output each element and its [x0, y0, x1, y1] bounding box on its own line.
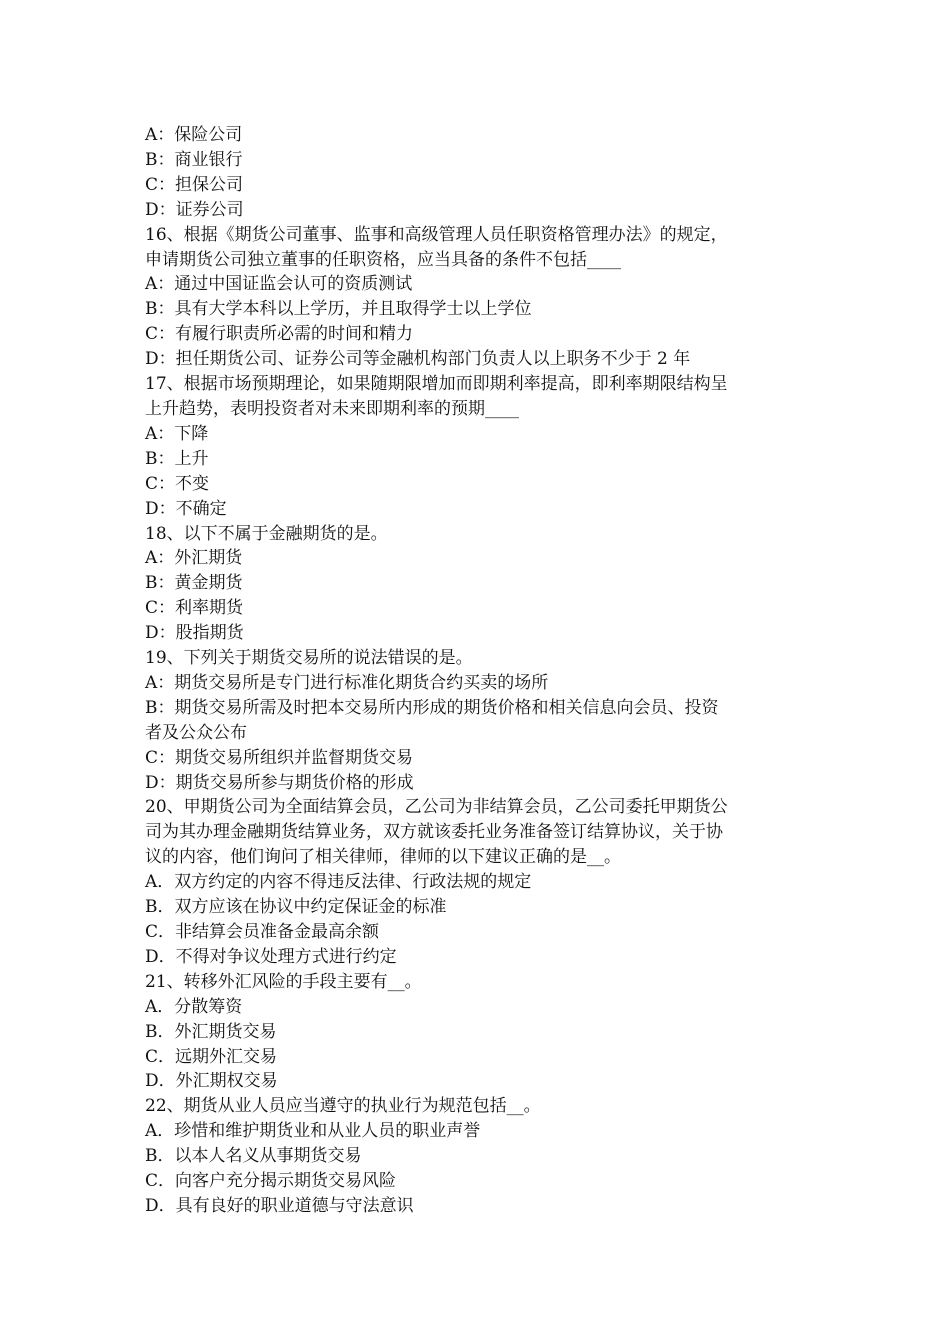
q22-option-d: D．具有良好的职业道德与守法意识	[145, 1195, 414, 1216]
q19-option-b-line2: 者及公众公布	[145, 722, 247, 743]
q18-stem: 18、以下不属于金融期货的是。	[145, 523, 388, 544]
q18-option-c: C：利率期货	[145, 598, 244, 619]
q21-stem: 21、转移外汇风险的手段主要有__。	[145, 971, 422, 992]
q19-option-c: C：期货交易所组织并监督期货交易	[145, 747, 414, 768]
q18-option-a: A：外汇期货	[145, 548, 243, 569]
q20-option-d: D．不得对争议处理方式进行约定	[145, 946, 397, 967]
q20-stem-line2: 司为其办理金融期货结算业务，双方就该委托业务准备签订结算协议，关于协	[145, 822, 723, 843]
q16-option-d: D：担任期货公司、证券公司等金融机构部门负责人以上职务不少于 2 年	[145, 349, 691, 370]
q19-stem: 19、下列关于期货交易所的说法错误的是。	[145, 648, 473, 669]
q20-stem-line3: 议的内容，他们询问了相关律师，律师的以下建议正确的是__。	[145, 847, 621, 868]
q21-option-d: D．外汇期权交易	[145, 1071, 278, 1092]
q17-stem-line2: 上升趋势，表明投资者对未来即期利率的预期____	[145, 398, 519, 419]
q17-stem-line1: 17、根据市场预期理论，如果随期限增加而即期利率提高，即利率期限结构呈	[145, 374, 728, 395]
q15-option-a: A：保险公司	[145, 125, 243, 145]
q16-option-c: C：有履行职责所必需的时间和精力	[145, 324, 414, 345]
q16-option-b: B：具有大学本科以上学历，并且取得学士以上学位	[145, 299, 532, 320]
q15-option-c: C：担保公司	[145, 174, 244, 195]
q17-option-d: D：不确定	[145, 498, 227, 519]
q18-option-b: B：黄金期货	[145, 573, 243, 594]
q20-option-c: C．非结算会员准备金最高余额	[145, 922, 380, 942]
q19-option-d: D：期货交易所参与期货价格的形成	[145, 772, 414, 793]
q20-stem-line1: 20、甲期货公司为全面结算会员，乙公司为非结算会员，乙公司委托甲期货公	[145, 797, 728, 818]
q22-option-a: A．珍惜和维护期货业和从业人员的职业声誉	[145, 1121, 481, 1142]
q22-option-c: C．向客户充分揭示期货交易风险	[145, 1171, 397, 1192]
q15-option-d: D：证券公司	[145, 199, 244, 220]
q22-option-b: B．以本人名义从事期货交易	[145, 1146, 362, 1167]
q21-option-a: A．分散筹资	[145, 996, 243, 1017]
q15-option-b: B：商业银行	[145, 149, 243, 170]
q20-option-b: B．双方应该在协议中约定保证金的标准	[145, 897, 447, 918]
q20-option-a: A．双方约定的内容不得违反法律、行政法规的规定	[145, 872, 532, 893]
q22-stem: 22、期货从业人员应当遵守的执业行为规范包括__。	[145, 1096, 541, 1117]
q17-option-c: C：不变	[145, 473, 210, 494]
q18-option-d: D：股指期货	[145, 623, 244, 644]
q19-option-b-line1: B：期货交易所需及时把本交易所内形成的期货价格和相关信息向会员、投资	[145, 697, 719, 718]
q17-option-a: A：下降	[145, 423, 209, 444]
q16-stem-line1: 16、根据《期货公司董事、监事和高级管理人员任职资格管理办法》的规定，	[145, 224, 728, 245]
q21-option-b: B．外汇期货交易	[145, 1021, 277, 1042]
document-body	[145, 123, 815, 1219]
q21-option-c: C．远期外汇交易	[145, 1046, 278, 1067]
q16-option-a: A：通过中国证监会认可的资质测试	[145, 274, 413, 295]
q16-stem-line2: 申请期货公司独立董事的任职资格，应当具备的条件不包括____	[145, 249, 621, 270]
q19-option-a: A：期货交易所是专门进行标准化期货合约买卖的场所	[145, 672, 549, 693]
q17-option-b: B：上升	[145, 448, 209, 469]
